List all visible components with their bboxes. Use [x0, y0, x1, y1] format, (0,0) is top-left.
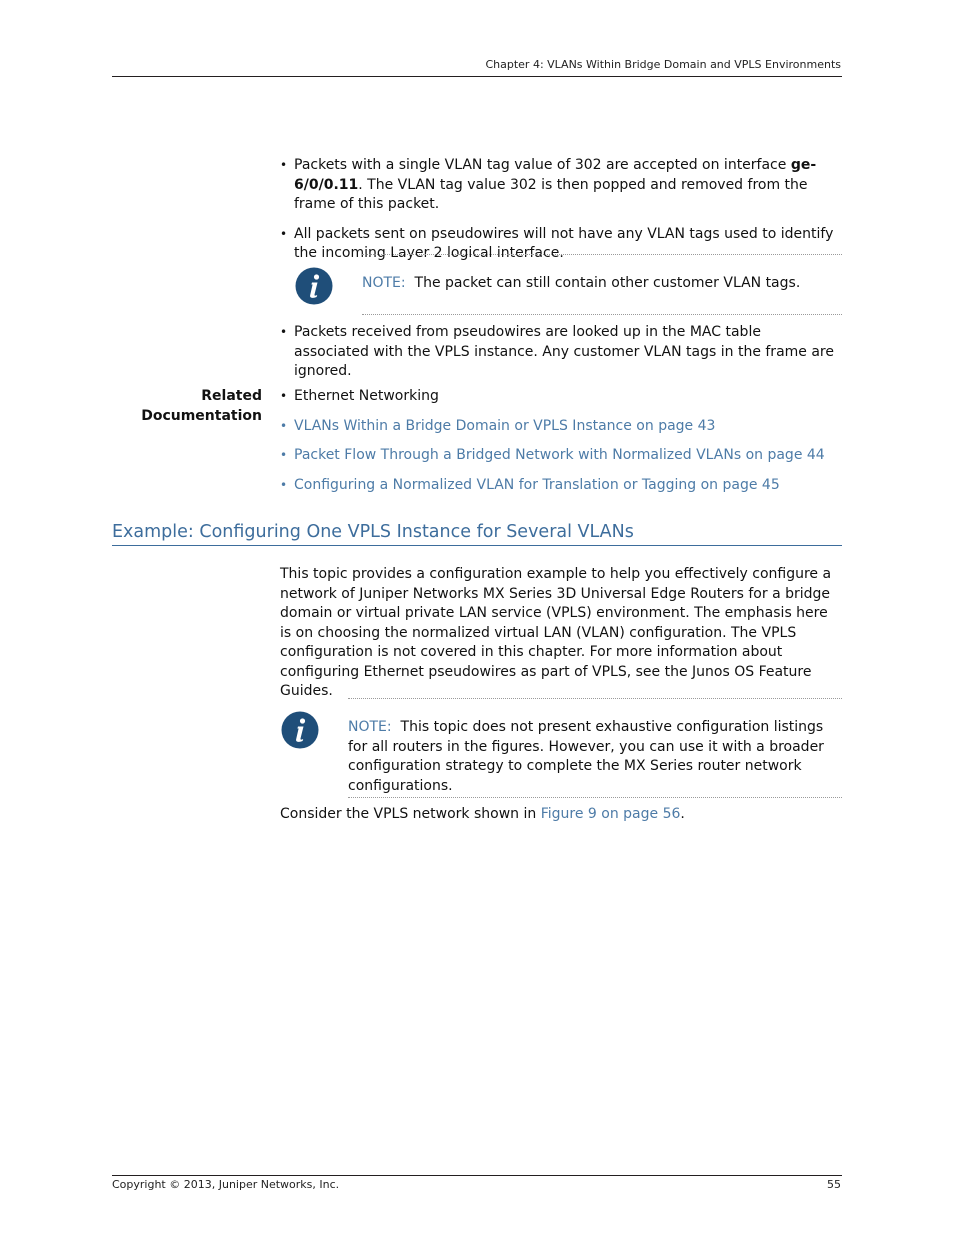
info-icon [295, 267, 333, 309]
list-item: • All packets sent on pseudowires will not have any VLAN tags used to identify the incoming Layer 2 logical interface. [280, 225, 840, 264]
intro-paragraph: This topic provides a configuration example to help you effectively configure a network of Juniper Networks MX Series 3D Universal Edge Routers for a bridge domain or virtual private LAN service (VPLS) environment. The emphasis here is on choosing the normalized virtual LAN (VLAN) configuration. The VPLS configuration is not covered in this chapter. For more information about configuring Ethernet pseudowires as part of VPLS, see the Junos OS Feature Guides. [280, 566, 832, 699]
footer-rule [112, 1175, 842, 1176]
list-item: • Packets received from pseudowires are looked up in the MAC table associated with the VPLS instance. Any customer VLAN tags in the frame are ignored. [280, 323, 840, 382]
copyright-notice: Copyright © 2013, Juniper Networks, Inc. [112, 1178, 340, 1191]
related-link[interactable]: • VLANs Within a Bridge Domain or VPLS Instance on page 43 [280, 417, 840, 437]
running-header: Chapter 4: VLANs Within Bridge Domain and VPLS Environments [485, 58, 841, 71]
related-documentation-heading: Related Documentation [141, 388, 262, 424]
note-label: NOTE: [362, 275, 406, 291]
note-divider-bottom [348, 797, 842, 798]
header-rule [112, 76, 842, 77]
list-item: • Packets with a single VLAN tag value of 302 are accepted on interface ge-6/0/0.11. The VLAN tag value 302 is then popped and removed from the frame of this packet. [280, 156, 840, 215]
note-divider-top [348, 698, 842, 699]
info-icon [281, 711, 319, 753]
interface-name: ge-6/0/0.11 [294, 157, 817, 193]
bullet-list-top [280, 156, 840, 274]
related-documentation-list [280, 387, 840, 505]
note-label: NOTE: [348, 719, 392, 735]
bullet-list-after-note [280, 323, 840, 392]
note-text: NOTE: This topic does not present exhaustive configuration listings for all routers in the figures. However, you can use it with a broader configuration strategy to complete the MX Series router network configurations. [348, 719, 824, 794]
section-rule [112, 545, 842, 546]
related-link[interactable]: • Packet Flow Through a Bridged Network with Normalized VLANs on page 44 [280, 446, 840, 466]
note-text: NOTE: The packet can still contain other customer VLAN tags. [362, 275, 801, 291]
note-divider-bottom [362, 314, 842, 315]
page-number: 55 [827, 1178, 841, 1191]
related-link[interactable]: • Configuring a Normalized VLAN for Translation or Tagging on page 45 [280, 476, 840, 496]
related-item: • Ethernet Networking [280, 387, 840, 407]
section-title: Example: Configuring One VPLS Instance for Several VLANs [112, 522, 634, 542]
note-divider-top [362, 254, 842, 255]
figure-reference-paragraph: Consider the VPLS network shown in Figure 9 on page 56. [280, 806, 685, 822]
figure-link[interactable]: Figure 9 on page 56 [540, 806, 681, 822]
